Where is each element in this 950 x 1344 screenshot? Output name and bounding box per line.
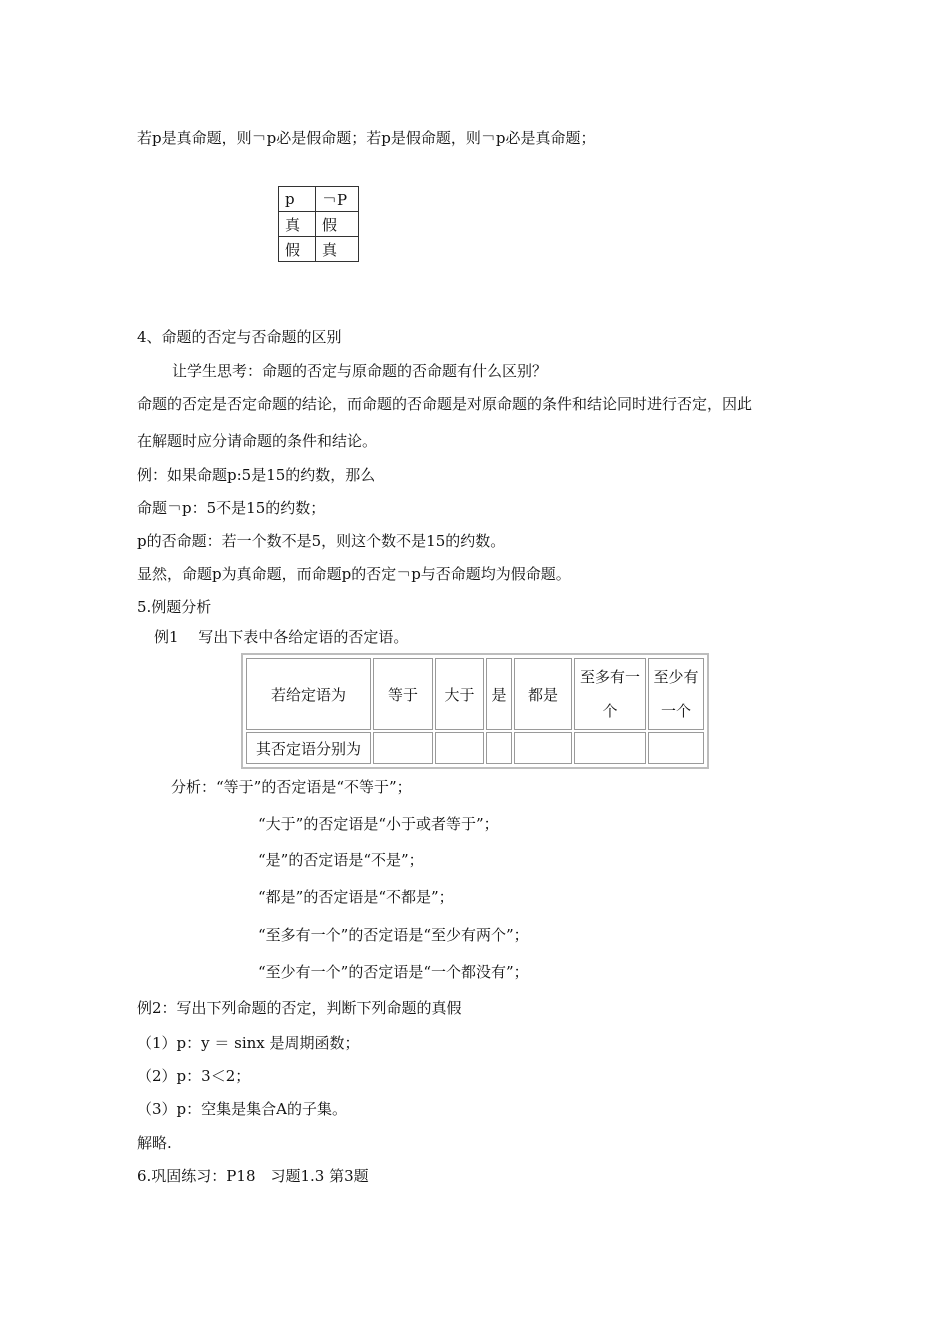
table-cell: 其否定语分别为 [246, 732, 371, 764]
table-cell [435, 732, 484, 764]
table-cell: 大于 [435, 658, 484, 730]
intro-text-2: p必是假命题；若p是假命题，则 [266, 129, 481, 147]
negation-symbol: ￢ [480, 129, 496, 147]
section4-negation [137, 498, 325, 518]
section4-inverse: p的否命题：若一个数不是5，则这个数不是15的约数。 [137, 532, 506, 550]
analysis-line: “至多有一个”的否定语是“至少有两个”； [258, 926, 529, 944]
section4-paragraph-2: 在解题时应分请命题的条件和结论。 [137, 432, 378, 450]
example-1: 例1 写出下表中各给定语的否定语。 [154, 628, 409, 646]
table-cell: 真 [279, 212, 316, 237]
table-cell [373, 732, 433, 764]
negation-text: p：5不是15的约数； [182, 499, 326, 517]
table-cell: 都是 [514, 658, 572, 730]
analysis-line: 分析：“等于”的否定语是“不等于”； [171, 778, 412, 796]
analysis-line: “至少有一个”的否定语是“一个都没有”； [258, 963, 529, 981]
table-row [279, 187, 359, 212]
table-cell: 等于 [373, 658, 433, 730]
intro-line [137, 128, 595, 148]
table-cell: 至多有一个 [574, 658, 646, 730]
section4-question: 让学生思考：命题的否定与原命题的否命题有什么区别？ [172, 362, 548, 380]
analysis-line: “大于”的否定语是“小于或者等于”； [258, 815, 499, 833]
table-cell: 假 [316, 212, 359, 237]
section5-heading: 5.例题分析 [137, 598, 212, 616]
example-2: 例2：写出下列命题的否定，判断下列命题的真假 [137, 999, 462, 1017]
table-cell: 是 [486, 658, 512, 730]
intro-text-3: p必是真命题； [495, 129, 596, 147]
negation-table-frame [241, 653, 709, 769]
table-header-cell: p [279, 187, 316, 212]
section6-heading: 6.巩固练习：P18 习题1.3 第3题 [137, 1167, 369, 1185]
table-cell: 假 [279, 237, 316, 262]
table-cell [514, 732, 572, 764]
table-cell [574, 732, 646, 764]
list-item: （3）p：空集是集合A的子集。 [137, 1100, 347, 1118]
negation-table [244, 656, 706, 766]
solution: 解略. [137, 1134, 172, 1152]
analysis-line: “是”的否定语是“不是”； [258, 851, 424, 869]
section4-example: 例：如果命题p:5是15的约数，那么 [137, 466, 376, 484]
list-item: （1）p：y ＝ sinx 是周期函数； [137, 1034, 360, 1052]
table-header-cell: ￢P [316, 187, 359, 212]
section4-conclusion: 显然，命题p为真命题，而命题p的否定￢p与否命题均为假命题。 [137, 565, 571, 583]
negation-symbol: ￢ [251, 129, 267, 147]
section4-paragraph-1: 命题的否定是否定命题的结论，而命题的否命题是对原命题的条件和结论同时进行否定，因此 [137, 395, 753, 413]
section4-heading: 4、命题的否定与否命题的区别 [137, 328, 342, 346]
truth-table [278, 186, 359, 262]
table-row [279, 237, 359, 262]
negation-prefix: 命题 [137, 499, 168, 517]
table-cell: 至少有一个 [648, 658, 704, 730]
table-row [246, 658, 704, 730]
table-row [246, 732, 704, 764]
list-item: （2）p：3＜2； [137, 1067, 251, 1085]
table-row [279, 212, 359, 237]
intro-text-1: 若p是真命题，则 [137, 129, 252, 147]
analysis-line: “都是”的否定语是“不都是”； [258, 888, 454, 906]
table-cell [486, 732, 512, 764]
table-cell: 若给定语为 [246, 658, 371, 730]
table-cell: 真 [316, 237, 359, 262]
table-cell [648, 732, 704, 764]
negation-symbol: ￢ [167, 499, 183, 517]
